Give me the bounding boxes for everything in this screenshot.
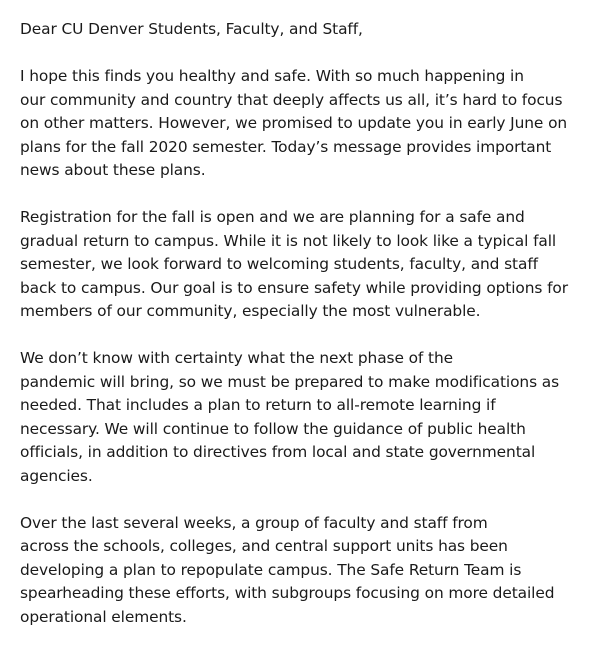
paragraph-line: operational elements. <box>20 607 187 626</box>
paragraph-2 <box>20 206 582 324</box>
paragraph-line: on other matters. However, we promised to update you in early June on <box>20 114 568 132</box>
paragraph-line: We don’t know with certainty what the next phase of the <box>20 349 453 367</box>
paragraph-line: our community and country that deeply affects us all, it’s hard to focus <box>20 90 563 109</box>
paragraph-3 <box>20 347 582 488</box>
paragraph-line: developing a plan to repopulate campus. The Safe Return Team is <box>20 560 522 579</box>
letter-greeting: Dear CU Denver Students, Faculty, and Staff, <box>20 20 363 38</box>
paragraph-line: needed. That includes a plan to return to all-remote learning if <box>20 396 496 414</box>
paragraph-line: Over the last several weeks, a group of faculty and staff from <box>20 513 488 532</box>
paragraph-line: pandemic will bring, so we must be prepared to make modifications as <box>20 372 560 391</box>
paragraph-line: I hope this finds you healthy and safe. With so much happening in <box>20 67 524 85</box>
paragraph-line: back to campus. Our goal is to ensure safety while providing options for <box>20 278 568 297</box>
paragraph-line: gradual return to campus. While it is not likely to look like a typical fall <box>20 231 557 250</box>
paragraph-line: agencies. <box>20 466 93 485</box>
paragraph-1 <box>20 65 582 183</box>
paragraph-line: necessary. We will continue to follow the guidance of public health <box>20 419 526 438</box>
paragraph-line: news about these plans. <box>20 161 206 179</box>
paragraph-line: spearheading these efforts, with subgroups focusing on more detailed <box>20 584 555 602</box>
paragraph-line: members of our community, especially the most vulnerable. <box>20 302 481 320</box>
paragraph-line: semester, we look forward to welcoming students, faculty, and staff <box>20 255 538 273</box>
paragraph-4 <box>20 512 582 630</box>
paragraph-line: across the schools, colleges, and central support units has been <box>20 537 508 555</box>
paragraph-line: plans for the fall 2020 semester. Today’s message provides important <box>20 137 552 156</box>
paragraph-line: Registration for the fall is open and we are planning for a safe and <box>20 208 525 226</box>
paragraph-line: officials, in addition to directives from local and state governmental <box>20 443 536 461</box>
